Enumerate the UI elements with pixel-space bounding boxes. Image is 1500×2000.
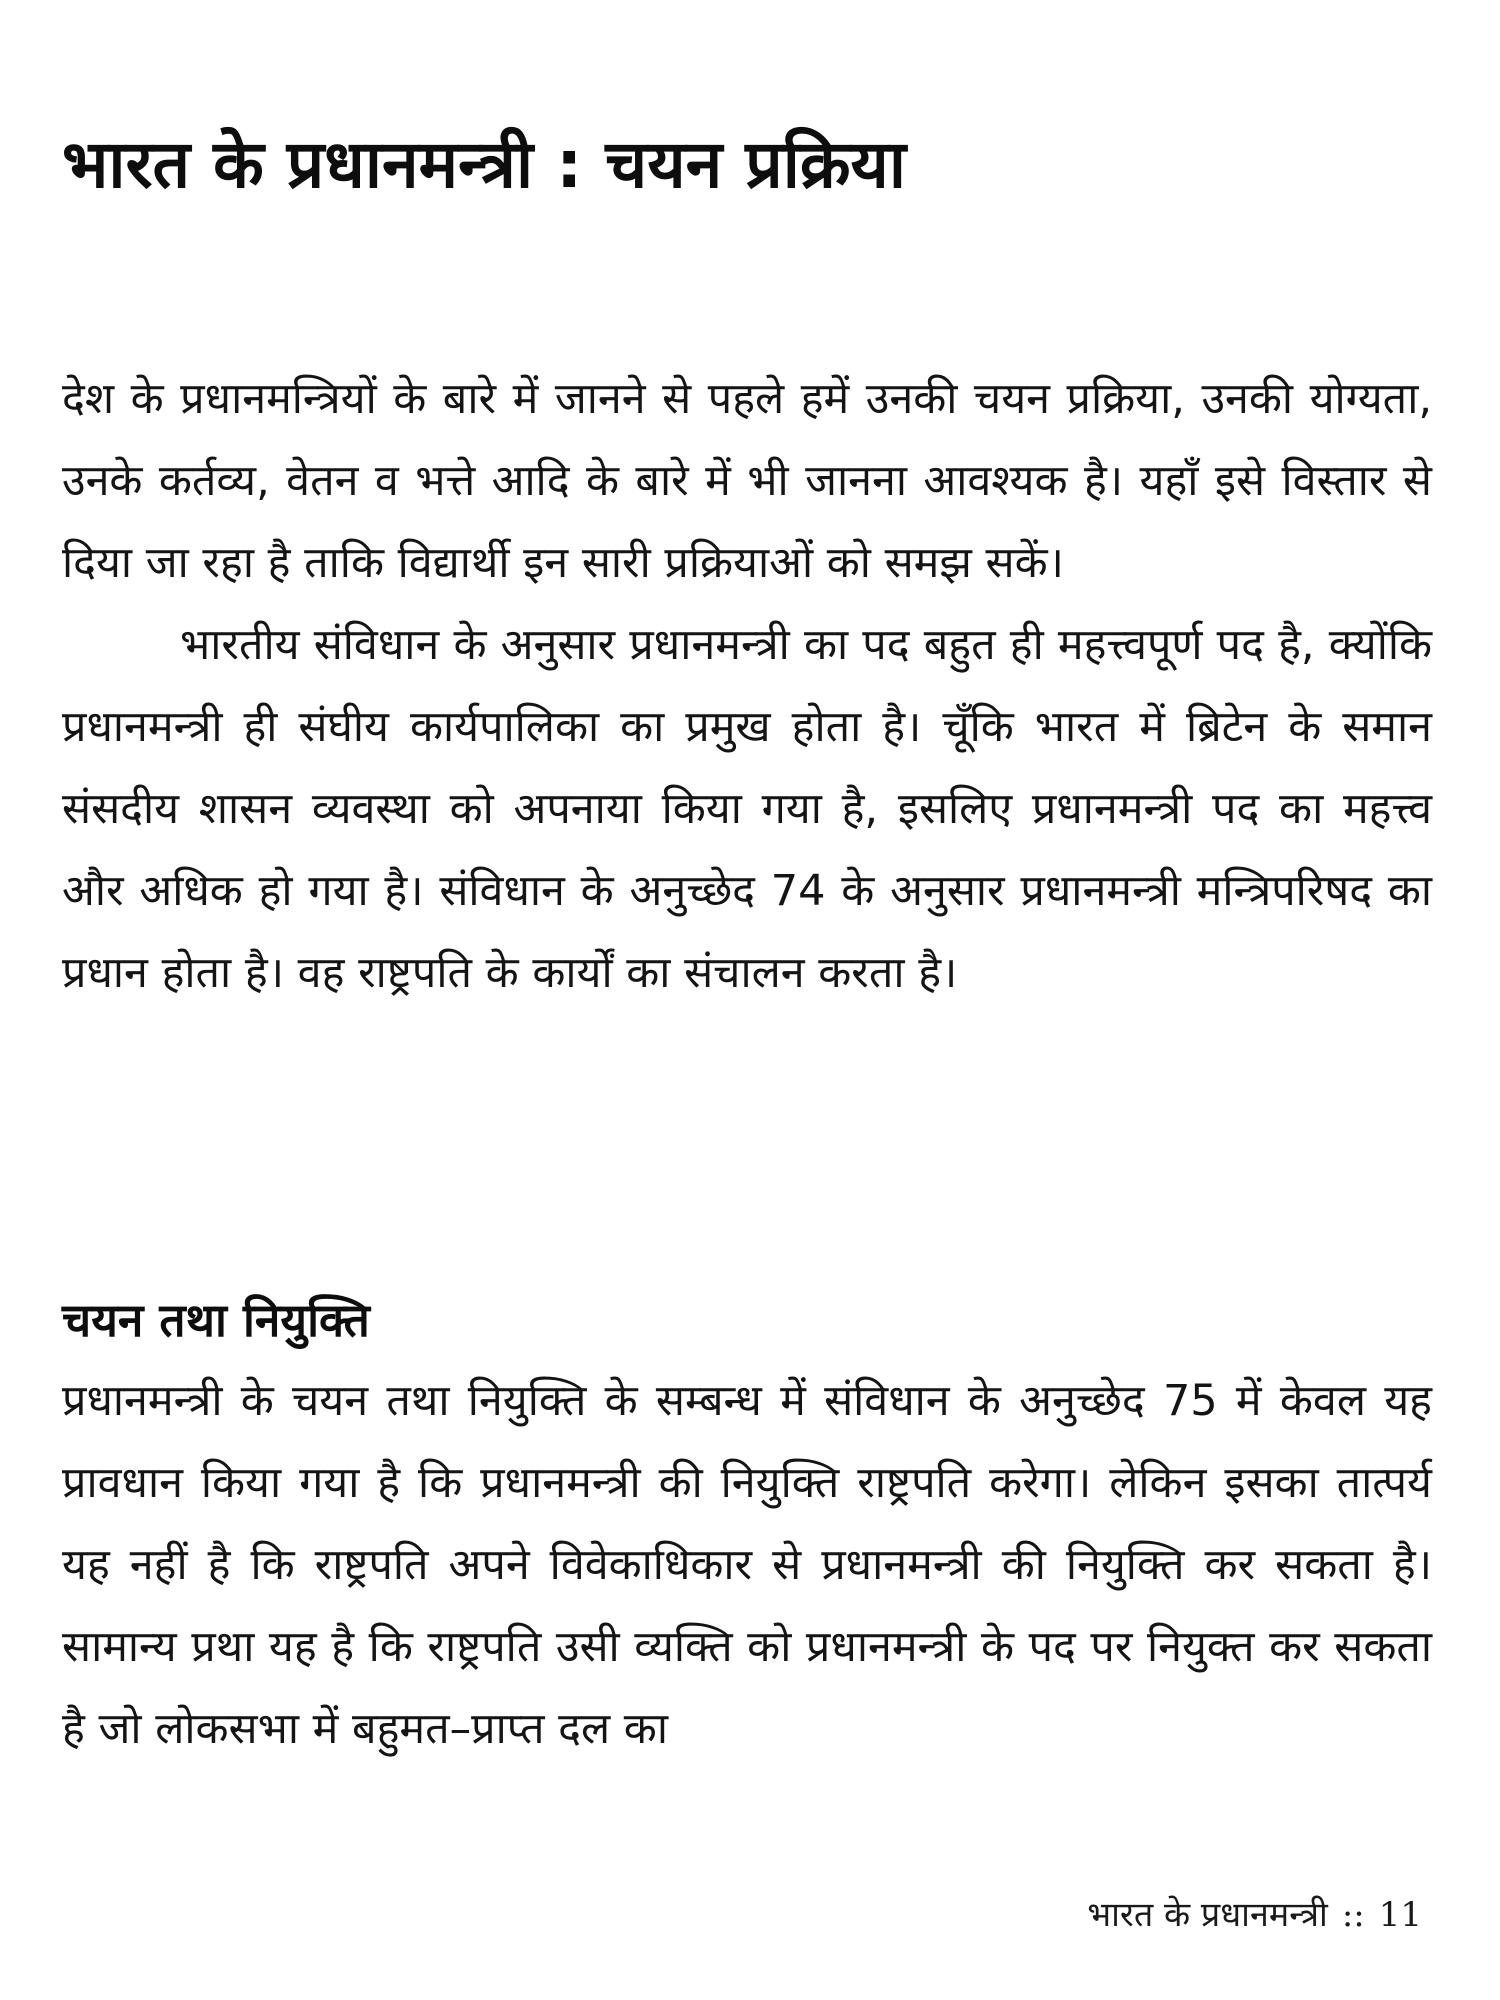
paragraph-appointment: प्रधानमन्त्री के चयन तथा नियुक्ति के सम्बन्ध में संविधान के अनुच्छेद 75 में केवल यह प्रावधान किया गया है कि प्रधानमन्त्री की नियुक्ति राष्ट्रपति करेगा। लेकिन इसका तात्पर्य यह नहीं है कि राष्ट्रपति अपने विवेकाधिकार से प्रधानमन्त्री की नियुक्ति कर सकता है। सामान्य प्रथा यह है कि राष्ट्रपति उसी व्यक्ति को प्रधानमन्त्री के पद पर नियुक्त कर सकता है जो लोकसभा में बहुमत–प्राप्त दल का: [62, 1376, 1432, 1754]
page-number: 11: [1378, 1895, 1422, 1935]
page-footer: [1087, 1890, 1422, 1940]
section-heading: चयन तथा नियुक्ति: [62, 1293, 370, 1347]
page-title: भारत के प्रधानमन्त्री : चयन प्रक्रिया: [62, 126, 906, 203]
paragraph-constitution: भारतीय संविधान के अनुसार प्रधानमन्त्री का पद बहुत ही महत्त्वपूर्ण पद है, क्योंकि प्रधानमन्त्री ही संघीय कार्यपालिका का प्रमुख होता है। चूँकि भारत में ब्रिटेन के समान संसदीय शासन व्यवस्था को अपनाया किया गया है, इसलिए प्रधानमन्त्री पद का महत्त्व और अधिक हो गया है। संविधान के अनुच्छेद 74 के अनुसार प्रधानमन्त्री मन्त्रिपरिषद का प्रधान होता है। वह राष्ट्रपति के कार्यों का संचालन करता है।: [62, 620, 1432, 998]
running-title: भारत के प्रधानमन्त्री: [1087, 1895, 1328, 1935]
paragraph-intro: देश के प्रधानमन्त्रियों के बारे में जानने से पहले हमें उनकी चयन प्रक्रिया, उनकी योग्यता, उनके कर्तव्य, वेतन व भत्ते आदि के बारे में भी जानना आवश्यक है। यहाँ इसे विस्तार से दिया जा रहा है ताकि विद्यार्थी इन सारी प्रक्रियाओं को समझ सकें।: [62, 374, 1432, 588]
section-selection-appointment: [62, 1280, 1432, 1770]
intro-text: [62, 358, 1432, 1014]
footer-separator: ::: [1341, 1895, 1365, 1935]
